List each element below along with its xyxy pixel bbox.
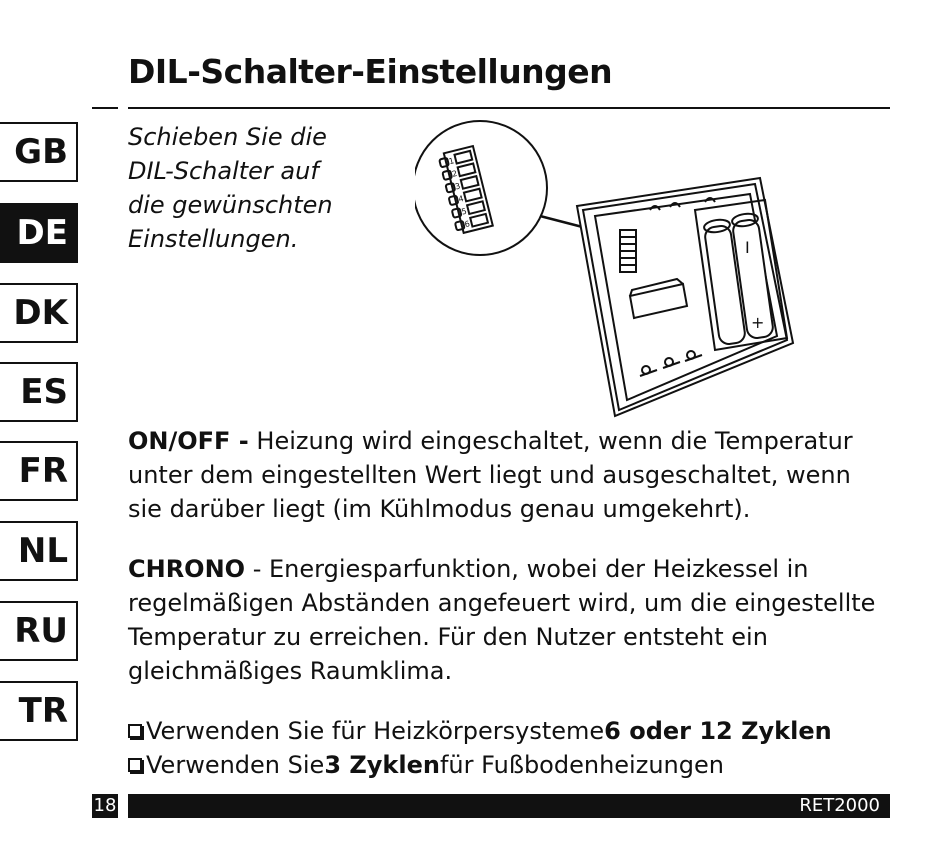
footer-model: RET2000 xyxy=(128,794,890,818)
language-tab-tr[interactable]: TR xyxy=(0,681,78,741)
list-item: Verwenden Sie 3 Zyklen für Fußbodenheizungen xyxy=(128,748,888,782)
chrono-label: CHRONO xyxy=(128,555,246,583)
checkbox-icon xyxy=(128,724,142,738)
page-number: 18 xyxy=(93,795,117,816)
cycle-recommendations xyxy=(128,714,888,782)
language-tab-ru[interactable]: RU xyxy=(0,601,78,661)
onoff-label: ON/OFF - xyxy=(128,427,249,455)
thermostat-back-illustration xyxy=(415,118,800,423)
checkbox-icon xyxy=(128,758,142,772)
chrono-description: CHRONO - Energiesparfunktion, wobei der Heizkessel in regelmäßigen Abständen angefeuert wird, um die eingestellte Temperatur zu erreichen. Für den Nutzer entsteht ein gleichmäßiges Raumklima. xyxy=(128,555,876,685)
dip-number-5: 5 xyxy=(460,206,468,217)
dip-number-3: 3 xyxy=(454,181,462,192)
title-divider xyxy=(92,107,890,109)
language-tab-nl[interactable]: NL xyxy=(0,521,78,581)
dip-number-1: 1 xyxy=(447,156,456,167)
language-tab-de[interactable]: DE xyxy=(0,203,78,263)
language-tab-fr[interactable]: FR xyxy=(0,441,78,501)
page-title: DIL-Schalter-Einstellungen xyxy=(128,52,613,91)
dip-number-4: 4 xyxy=(457,194,465,205)
language-tab-dk[interactable]: DK xyxy=(0,283,78,343)
dip-number-2: 2 xyxy=(451,168,459,179)
list-item: Verwenden Sie für Heizkörpersysteme 6 oder 12 Zyklen xyxy=(128,714,888,748)
language-tab-gb[interactable]: GB xyxy=(0,122,78,182)
battery-plus-mark: + xyxy=(751,313,765,332)
language-tab-es[interactable]: ES xyxy=(0,362,78,422)
onoff-description: ON/OFF - Heizung wird eingeschaltet, wenn die Temperatur unter dem eingestellten Wert liegt und ausgeschaltet, wenn sie darüber liegt (im Kühlmodus genau umgekehrt). xyxy=(128,427,853,523)
intro-instruction: Schieben Sie die DIL-Schalter auf die gewünschten Einstellungen. xyxy=(128,123,333,253)
battery-minus-mark: I xyxy=(745,238,750,257)
dip-number-6: 6 xyxy=(463,219,471,230)
